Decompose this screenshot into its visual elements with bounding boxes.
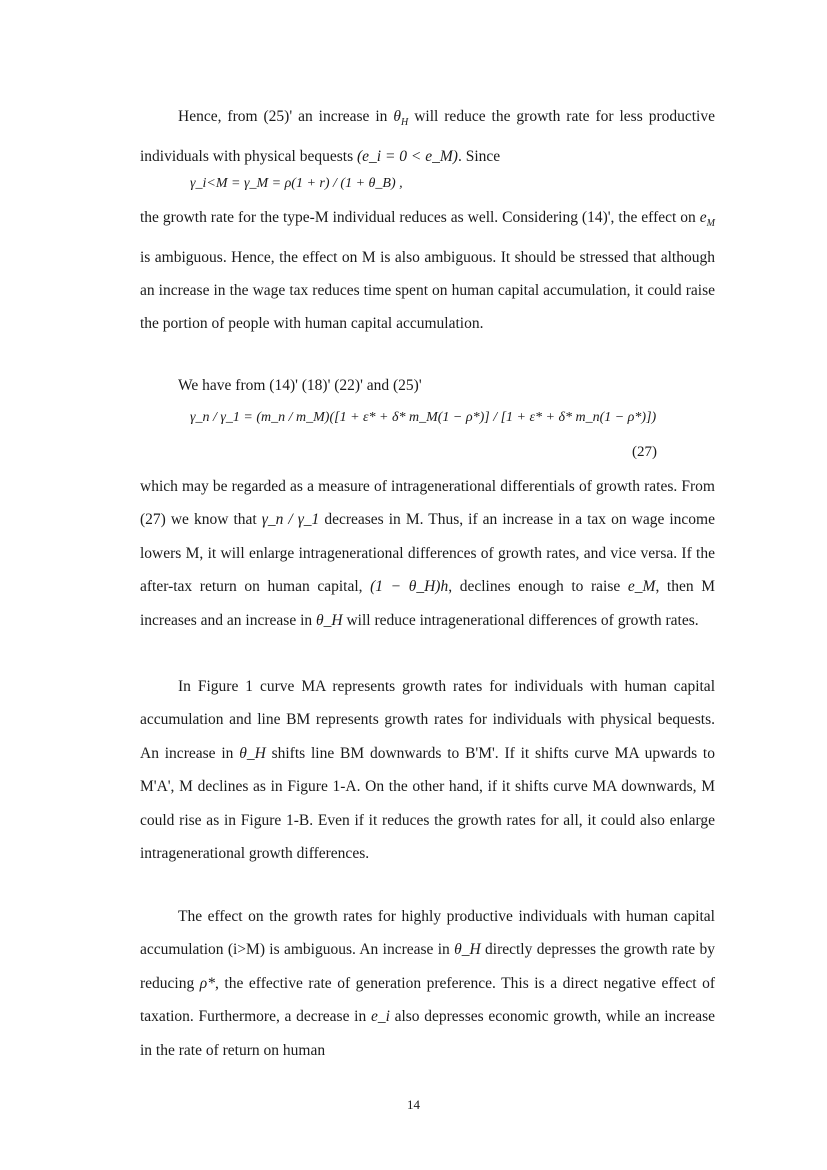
equation-number: (27)	[632, 444, 657, 460]
paragraph-3	[140, 369, 715, 402]
p4-text-a: which may be regarded as a measure of intragenerational differentials of growth rates. From (27) we know that	[140, 478, 715, 529]
p6-text-b: directly depresses the growth rate by reducing	[140, 941, 715, 992]
ratio-symbol: γ_n / γ_1	[261, 511, 320, 529]
growth-ratio-formula: γ_n / γ_1 = (m_n / m_M)([1 + ε* + δ* m_M(1 − ρ*)] / [1 + ε* + δ* m_n(1 − ρ*)])	[190, 410, 657, 425]
paragraph-6	[140, 900, 715, 1067]
p1-text-a: Hence, from (25)' an increase in	[178, 108, 394, 125]
p6-text-c: , the effective rate of generation preference. This is a direct negative effect of taxation. Furthermore, a decrease in	[140, 974, 715, 1026]
paragraph-5	[140, 670, 715, 870]
p4-text-d: , then M increases and an increase in	[140, 578, 716, 629]
gamma-formula: γ_i<M = γ_M = ρ(1 + r) / (1 + θ_B) ,	[190, 176, 403, 191]
p5-text-b: shifts line BM downwards to B'M'. If it shifts curve MA upwards to M'A', M declines as in Figure 1-A. On the other hand, if it shifts curve MA downwards, M could rise as in Figure 1-B. Even if it reduces the growth rates for all, it could also enlarge intragenerational growth differences.	[140, 744, 715, 863]
p6-text-a: The effect on the growth rates for highly productive individuals with human capital accumulation (i>M) is ambiguous. An increase in	[140, 908, 715, 959]
bequest-condition: (e_i = 0 < e_M)	[356, 147, 458, 165]
e-i-symbol: e_i	[370, 1008, 390, 1026]
theta-h-symbol-4: θ_H	[454, 941, 481, 959]
p4-text-b: decreases in M. Thus, if an increase in a tax on wage income lowers M, it will enlarge intragenerational differences of growth rates, and vice versa. If the after-tax return on human capital,	[140, 511, 715, 596]
paragraph-2	[140, 201, 715, 341]
p6-text-d: also depresses economic growth, while an increase in the rate of return on human	[140, 1008, 715, 1059]
page-number: 14	[407, 1097, 420, 1112]
e-m-symbol-2: e_M	[627, 578, 656, 596]
p2-text-b: is ambiguous. Hence, the effect on M is also ambiguous. It should be stressed that although an increase in the wage tax reduces time spent on human capital accumulation, it could raise the portion of people with human capital accumulation.	[140, 248, 715, 333]
rho-star-symbol: ρ*	[199, 974, 215, 992]
p1-text-c: . Since	[457, 147, 501, 165]
theta-h-symbol: $\theta_H$	[393, 108, 409, 129]
p1-text-b: will reduce the growth rate for less productive individuals with physical bequests	[140, 108, 715, 165]
p4-text-c: , declines enough to raise	[448, 578, 628, 596]
p4-text-e: will reduce intragenerational differences of growth rates.	[342, 611, 699, 629]
paragraph-1	[140, 100, 715, 173]
paragraph-4	[140, 470, 715, 637]
e-m-symbol: $e_M$	[699, 209, 715, 230]
theta-h-symbol-2: θ_H	[316, 611, 343, 629]
after-tax-return-symbol: (1 − θ_H)h	[370, 578, 449, 596]
p5-text-a: In Figure 1 curve MA represents growth rates for individuals with human capital accumulation and line BM represents growth rates for individuals with physical bequests. An increase in	[140, 678, 715, 762]
p3-text: We have from (14)' (18)' (22)' and (25)'	[178, 377, 422, 394]
p2-text-a: the growth rate for the type-M individual reduces as well. Considering (14)', the effect on	[140, 209, 700, 226]
theta-h-symbol-3: θ_H	[239, 744, 266, 762]
